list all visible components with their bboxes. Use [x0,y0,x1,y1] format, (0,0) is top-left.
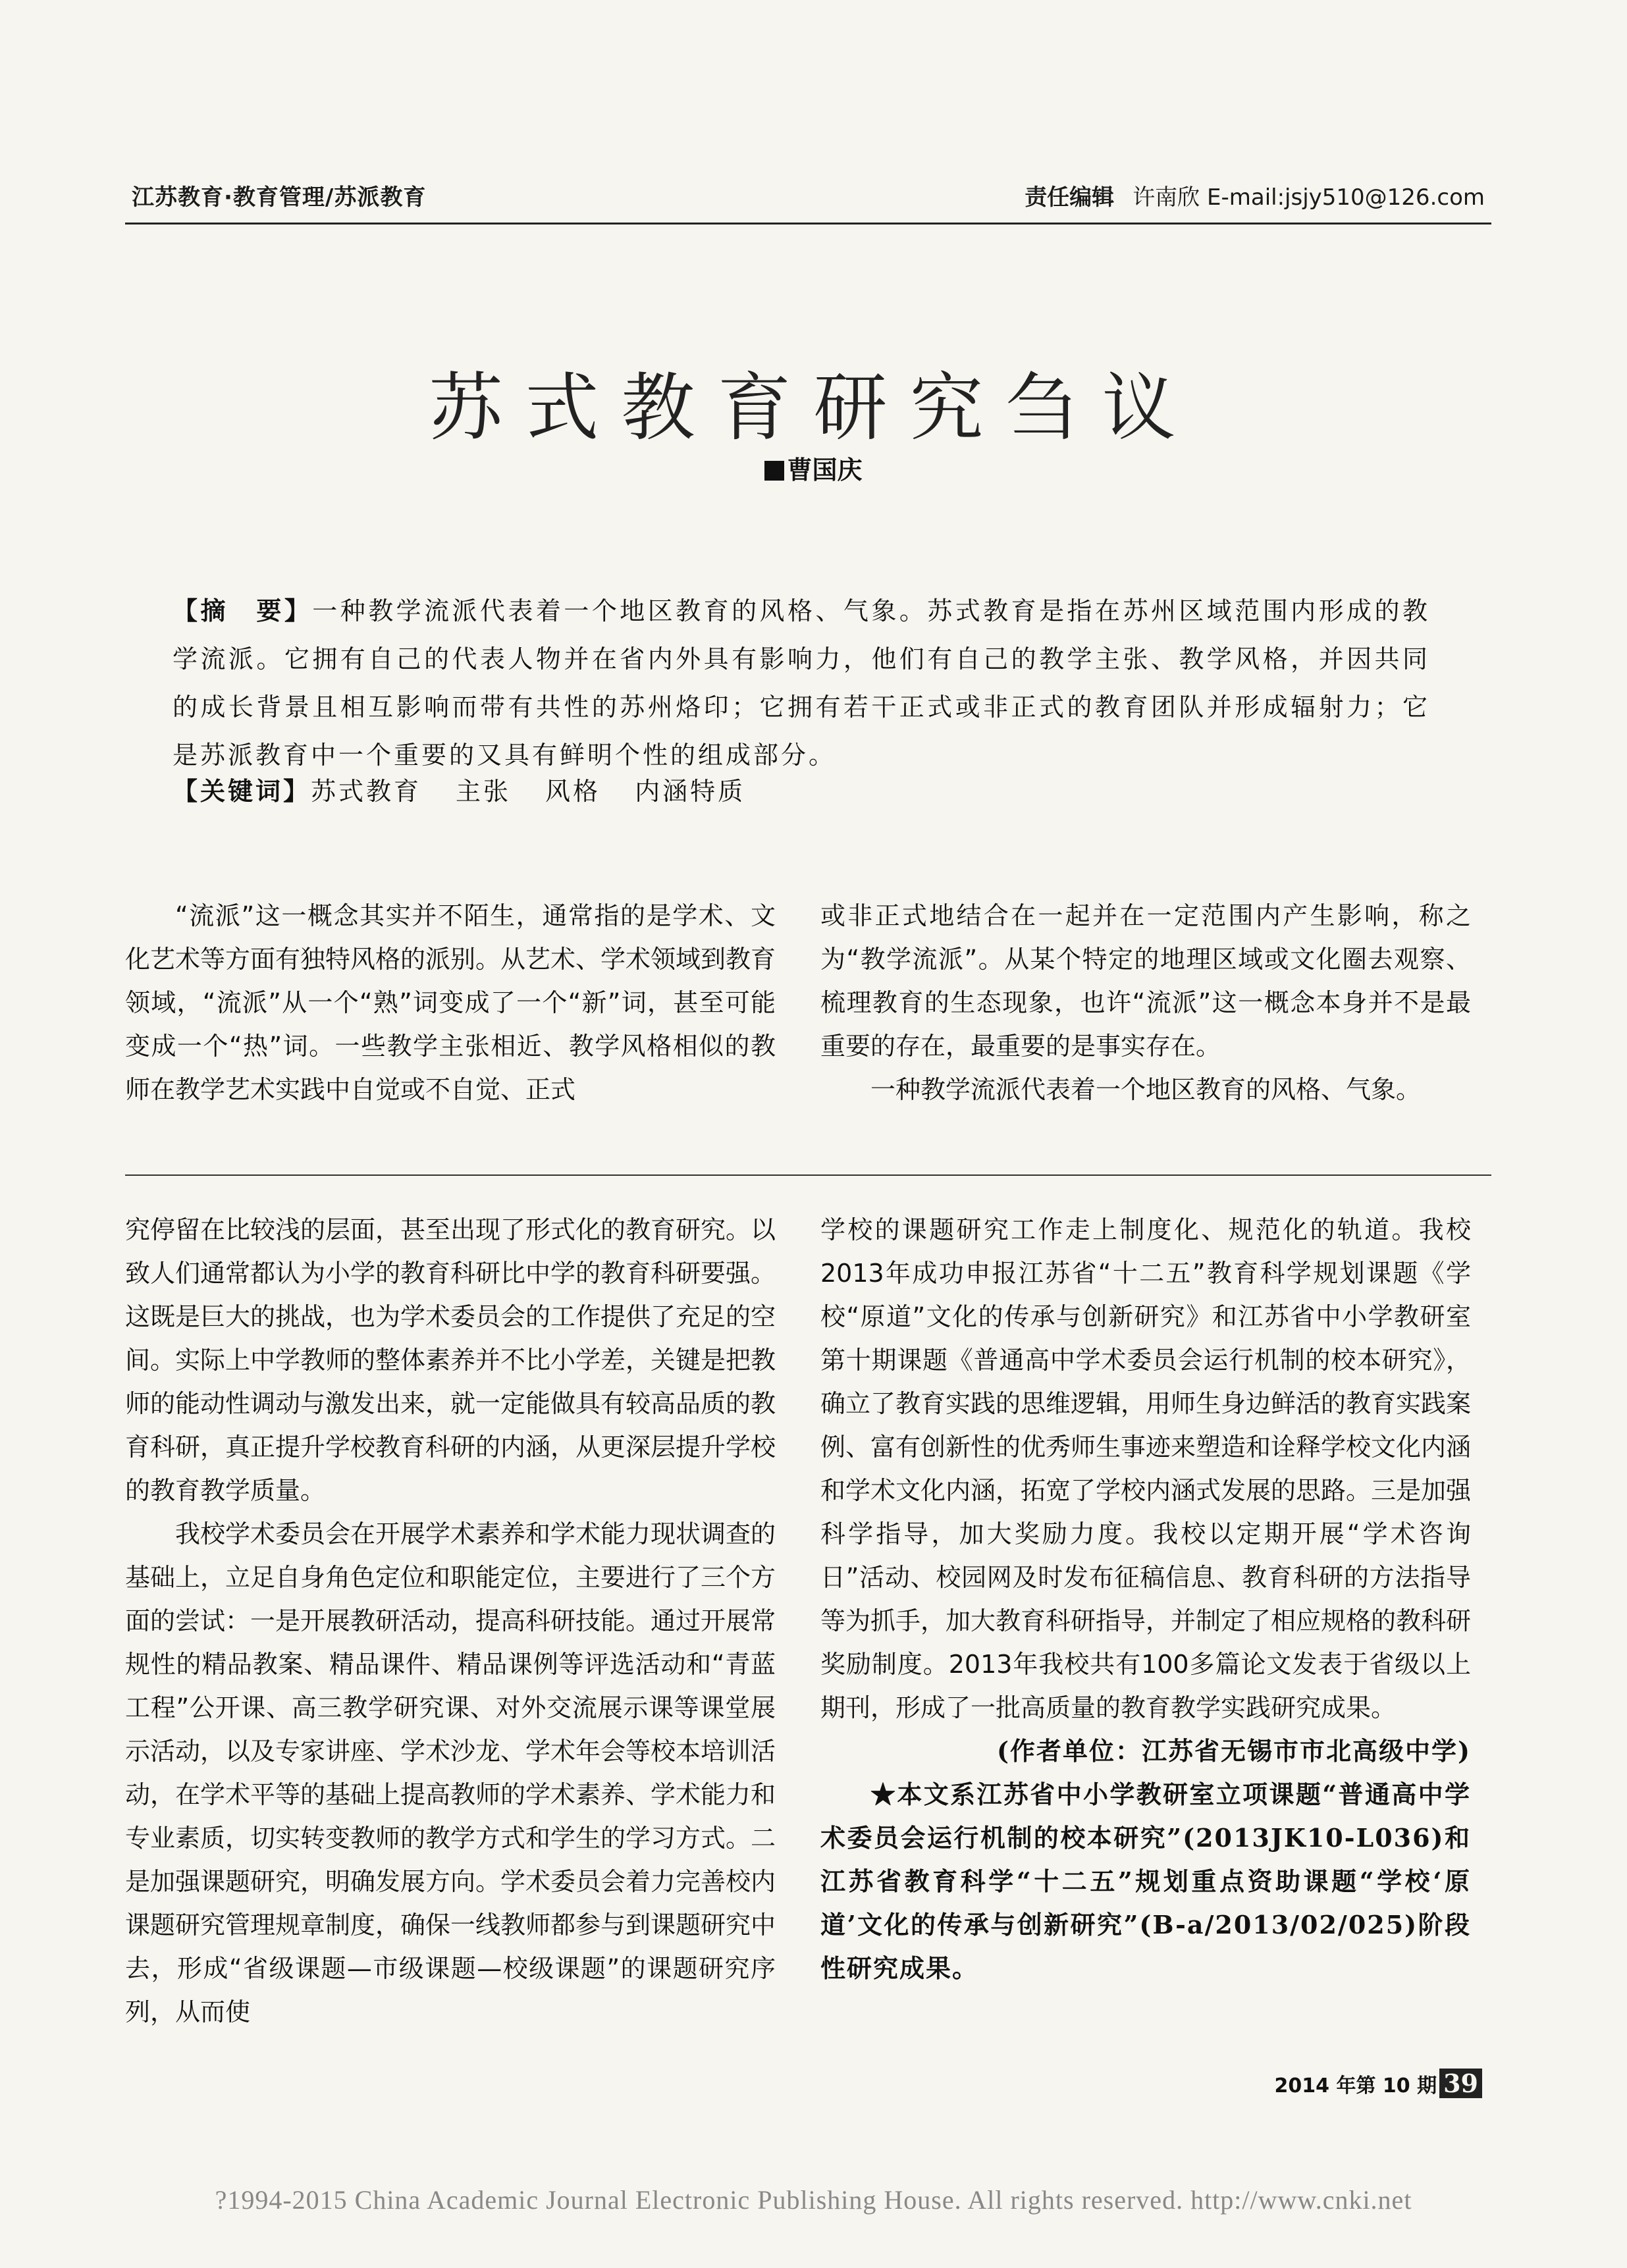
paragraph: 一种教学流派代表着一个地区教育的风格、气象。 [870,1075,1422,1104]
journal-section-header: 江苏教育·教育管理/苏派教育 [132,184,427,211]
funding-note: ★本文系江苏省中小学教研室立项课题“普通高中学术委员会运行机制的校本研究”(2013JK10-L036)和江苏省教育科学“十二五”规划重点资助课题“学校‘原道’文化的传承与创新研究”(B-a/2013/02/025)阶段性研究成果。 [820,1780,1471,1983]
author-affiliation: (作者单位：江苏省无锡市市北高级中学) [997,1736,1471,1766]
keywords-label: 【关键词】 [173,777,311,806]
editor-header [1025,179,1485,211]
editor-label: 责任编辑 [1025,184,1115,211]
bottom-right-column [820,1208,1471,1990]
top-left-column [125,894,776,1111]
section-divider [125,1174,1491,1176]
paragraph: 究停留在比较浅的层面，甚至出现了形式化的教育研究。以致人们通常都认为小学的教育科研比中学的教育科研要强。这既是巨大的挑战，也为学术委员会的工作提供了充足的空间。实际上中学教师的整体素养并不比小学差，关键是把教师的能动性调动与激发出来，就一定能做具有较高品质的教育科研，真正提升学校教育科研的内涵，从更深层提升学校的教育教学质量。 [125,1215,776,1505]
paragraph: 学校的课题研究工作走上制度化、规范化的轨道。我校2013年成功申报江苏省“十二五”教育科学规划课题《学校“原道”文化的传承与创新研究》和江苏省中小学教研室第十期课题《普通高中学术委员会运行机制的校本研究》，确立了教育实践的思维逻辑，用师生身边鲜活的教育实践案例、富有创新性的优秀师生事迹来塑造和诠释学校文化内涵和学术文化内涵，拓宽了学校内涵式发展的思路。三是加强科学指导，加大奖励力度。我校以定期开展“学术咨询日”活动、校园网及时发布征稿信息、教育科研的方法指导等为抓手，加大教育科研指导，并制定了相应规格的教科研奖励制度。2013年我校共有100多篇论文发表于省级以上期刊，形成了一批高质量的教育教学实践研究成果。 [820,1215,1472,1722]
author-block-marker [764,461,784,481]
paragraph: “流派”这一概念其实并不陌生，通常指的是学术、文化艺术等方面有独特风格的派别。从艺术、学术领域到教育领域，“流派”从一个“熟”词变成了一个“新”词，甚至可能变成一个“热”词。一些教学主张相近、教学风格相似的教师在教学艺术实践中自觉或不自觉、正式 [125,901,776,1104]
paragraph: 或非正式地结合在一起并在一定范围内产生影响，称之为“教学流派”。从某个特定的地理区域或文化圈去观察、梳理教育的生态现象，也许“流派”这一概念本身并不是最重要的存在，最重要的是事实存在。 [820,901,1471,1061]
keyword: 苏式教育 [311,777,422,806]
paragraph: 我校学术委员会在开展学术素养和学术能力现状调查的基础上，立足自身角色定位和职能定位，主要进行了三个方面的尝试：一是开展教研活动，提高科研技能。通过开展常规性的精品教案、精品课件、精品课例等评选活动和“青蓝工程”公开课、高三教学研究课、对外交流展示课等课堂展示活动，以及专家讲座、学术沙龙、学术年会等校本培训活动，在学术平等的基础上提高教师的学术素养、学术能力和专业素质，切实转变教师的教学方式和学生的学习方式。二是加强课题研究，明确发展方向。学术委员会着力完善校内课题研究管理规章制度，确保一线教师都参与到课题研究中去，形成“省级课题—市级课题—校级课题”的课题研究序列，从而使 [125,1519,776,2026]
keyword: 内涵特质 [635,777,746,806]
issue-info [1275,2069,1482,2098]
issue-label: 2014 年第 10 期 [1274,2074,1437,2097]
abstract-text: 一种教学流派代表着一个地区教育的风格、气象。苏式教育是指在苏州区域范围内形成的教学流派。它拥有自己的代表人物并在省内外具有影响力，他们有自己的教学主张、教学风格，并因共同的成长背景且相互影响而带有共性的苏州烙印；它拥有若干正式或非正式的教育团队并形成辐射力；它是苏派教育中一个重要的又具有鲜明个性的组成部分。 [173,596,1430,770]
bottom-left-column [125,1208,776,2034]
keywords [173,768,1430,816]
article-title: 苏式教育研究刍议 [429,365,1198,452]
top-right-column [820,894,1471,1111]
abstract-label: 【摘 要】 [173,596,313,625]
copyright-footer: ?1994-2015 China Academic Journal Electronic Publishing House. All rights reserved. http://www.cnki.net [215,2185,1412,2215]
editor-info: 许南欣 E-mail:jsjy510@126.com [1133,184,1485,211]
keyword: 主张 [456,777,512,806]
header-divider [125,223,1491,224]
page-number: 39 [1439,2069,1482,2098]
author-line [0,450,1627,486]
abstract [173,587,1430,779]
author-name: 曹国庆 [787,456,863,485]
keyword: 风格 [545,777,601,806]
